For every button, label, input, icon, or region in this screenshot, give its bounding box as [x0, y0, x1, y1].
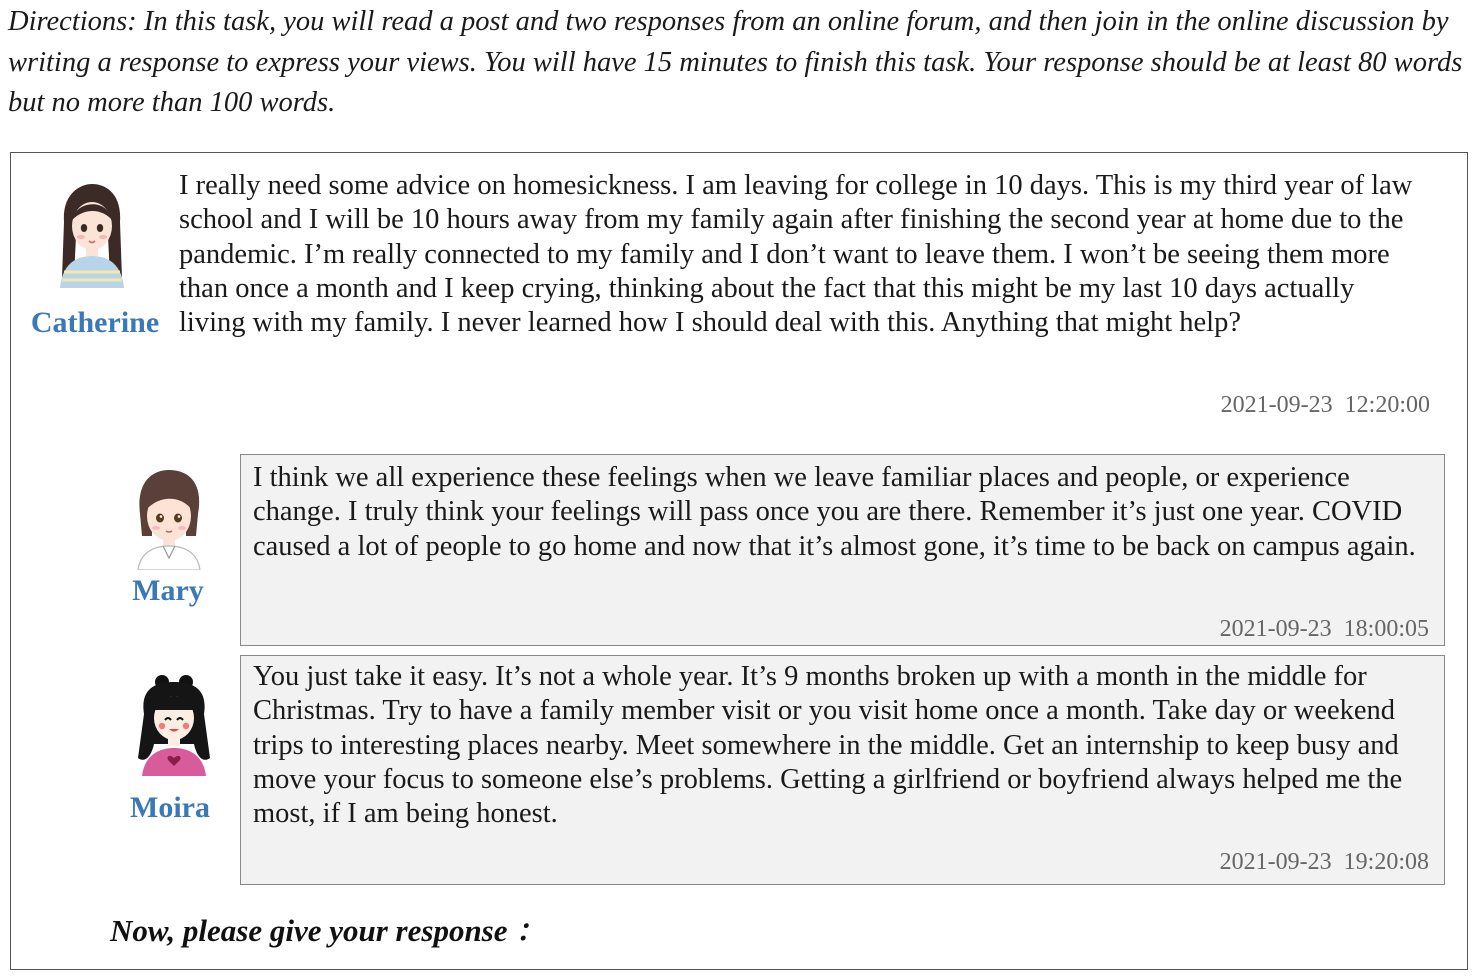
moira-reply-box — [240, 655, 1445, 885]
catherine-avatar-icon — [50, 180, 134, 288]
mary-username[interactable]: Mary — [132, 574, 204, 607]
catherine-post-text: I really need some advice on homesickness. I am leaving for college in 10 days. This is my third year of law school and I will be 10 hours away from my family again after finishing the second year at home due to the pandemic. I’m really connected to my family and I don’t want to leave them. I won’t be seeing them more than once a month and I keep crying, thinking about the fact that this might be my last 10 days actually living with my family. I never learned how I should deal with this. Anything that might help? — [179, 170, 1413, 339]
moira-reply-text: You just take it easy. It’s not a whole year. It’s 9 months broken up with a month in the middle for Christmas. Try to have a family member visit or you visit home once a month. Take day or weekend trips to interesting places nearby. Meet somewhere in the middle. Get an internship to keep busy and move your focus to someone else’s problems. Getting a girlfriend or boyfriend always helped me the most, if I am being honest. — [253, 661, 1403, 830]
mary-reply-text: I think we all experience these feelings when we leave familiar places and people, or experience change. I truly think your feelings will pass once you are there. Remember it’s just one year. COVID caused a lot of people to go home and now that it’s almost gone, it’s time to be back on campus again. — [253, 462, 1416, 562]
directions-text: Directions: In this task, you will read a post and two responses from an online forum, and then join in the online discussion by writing a response to express your views. You will have 15 minutes to finish this task. Your response should be at least 80 words but no more than 100 words. — [8, 6, 1463, 118]
moira-username[interactable]: Moira — [130, 791, 210, 824]
mary-timestamp: 2021-09-23 18:00:05 — [1219, 616, 1429, 642]
mary-reply-box — [240, 454, 1445, 646]
moira-avatar-icon — [132, 674, 216, 776]
moira-timestamp: 2021-09-23 19:20:08 — [1219, 849, 1429, 875]
catherine-username[interactable]: Catherine — [30, 306, 160, 339]
response-prompt: Now, please give your response ： — [110, 913, 547, 948]
mary-avatar-icon — [130, 466, 208, 570]
catherine-timestamp: 2021-09-23 12:20:00 — [1220, 392, 1430, 418]
